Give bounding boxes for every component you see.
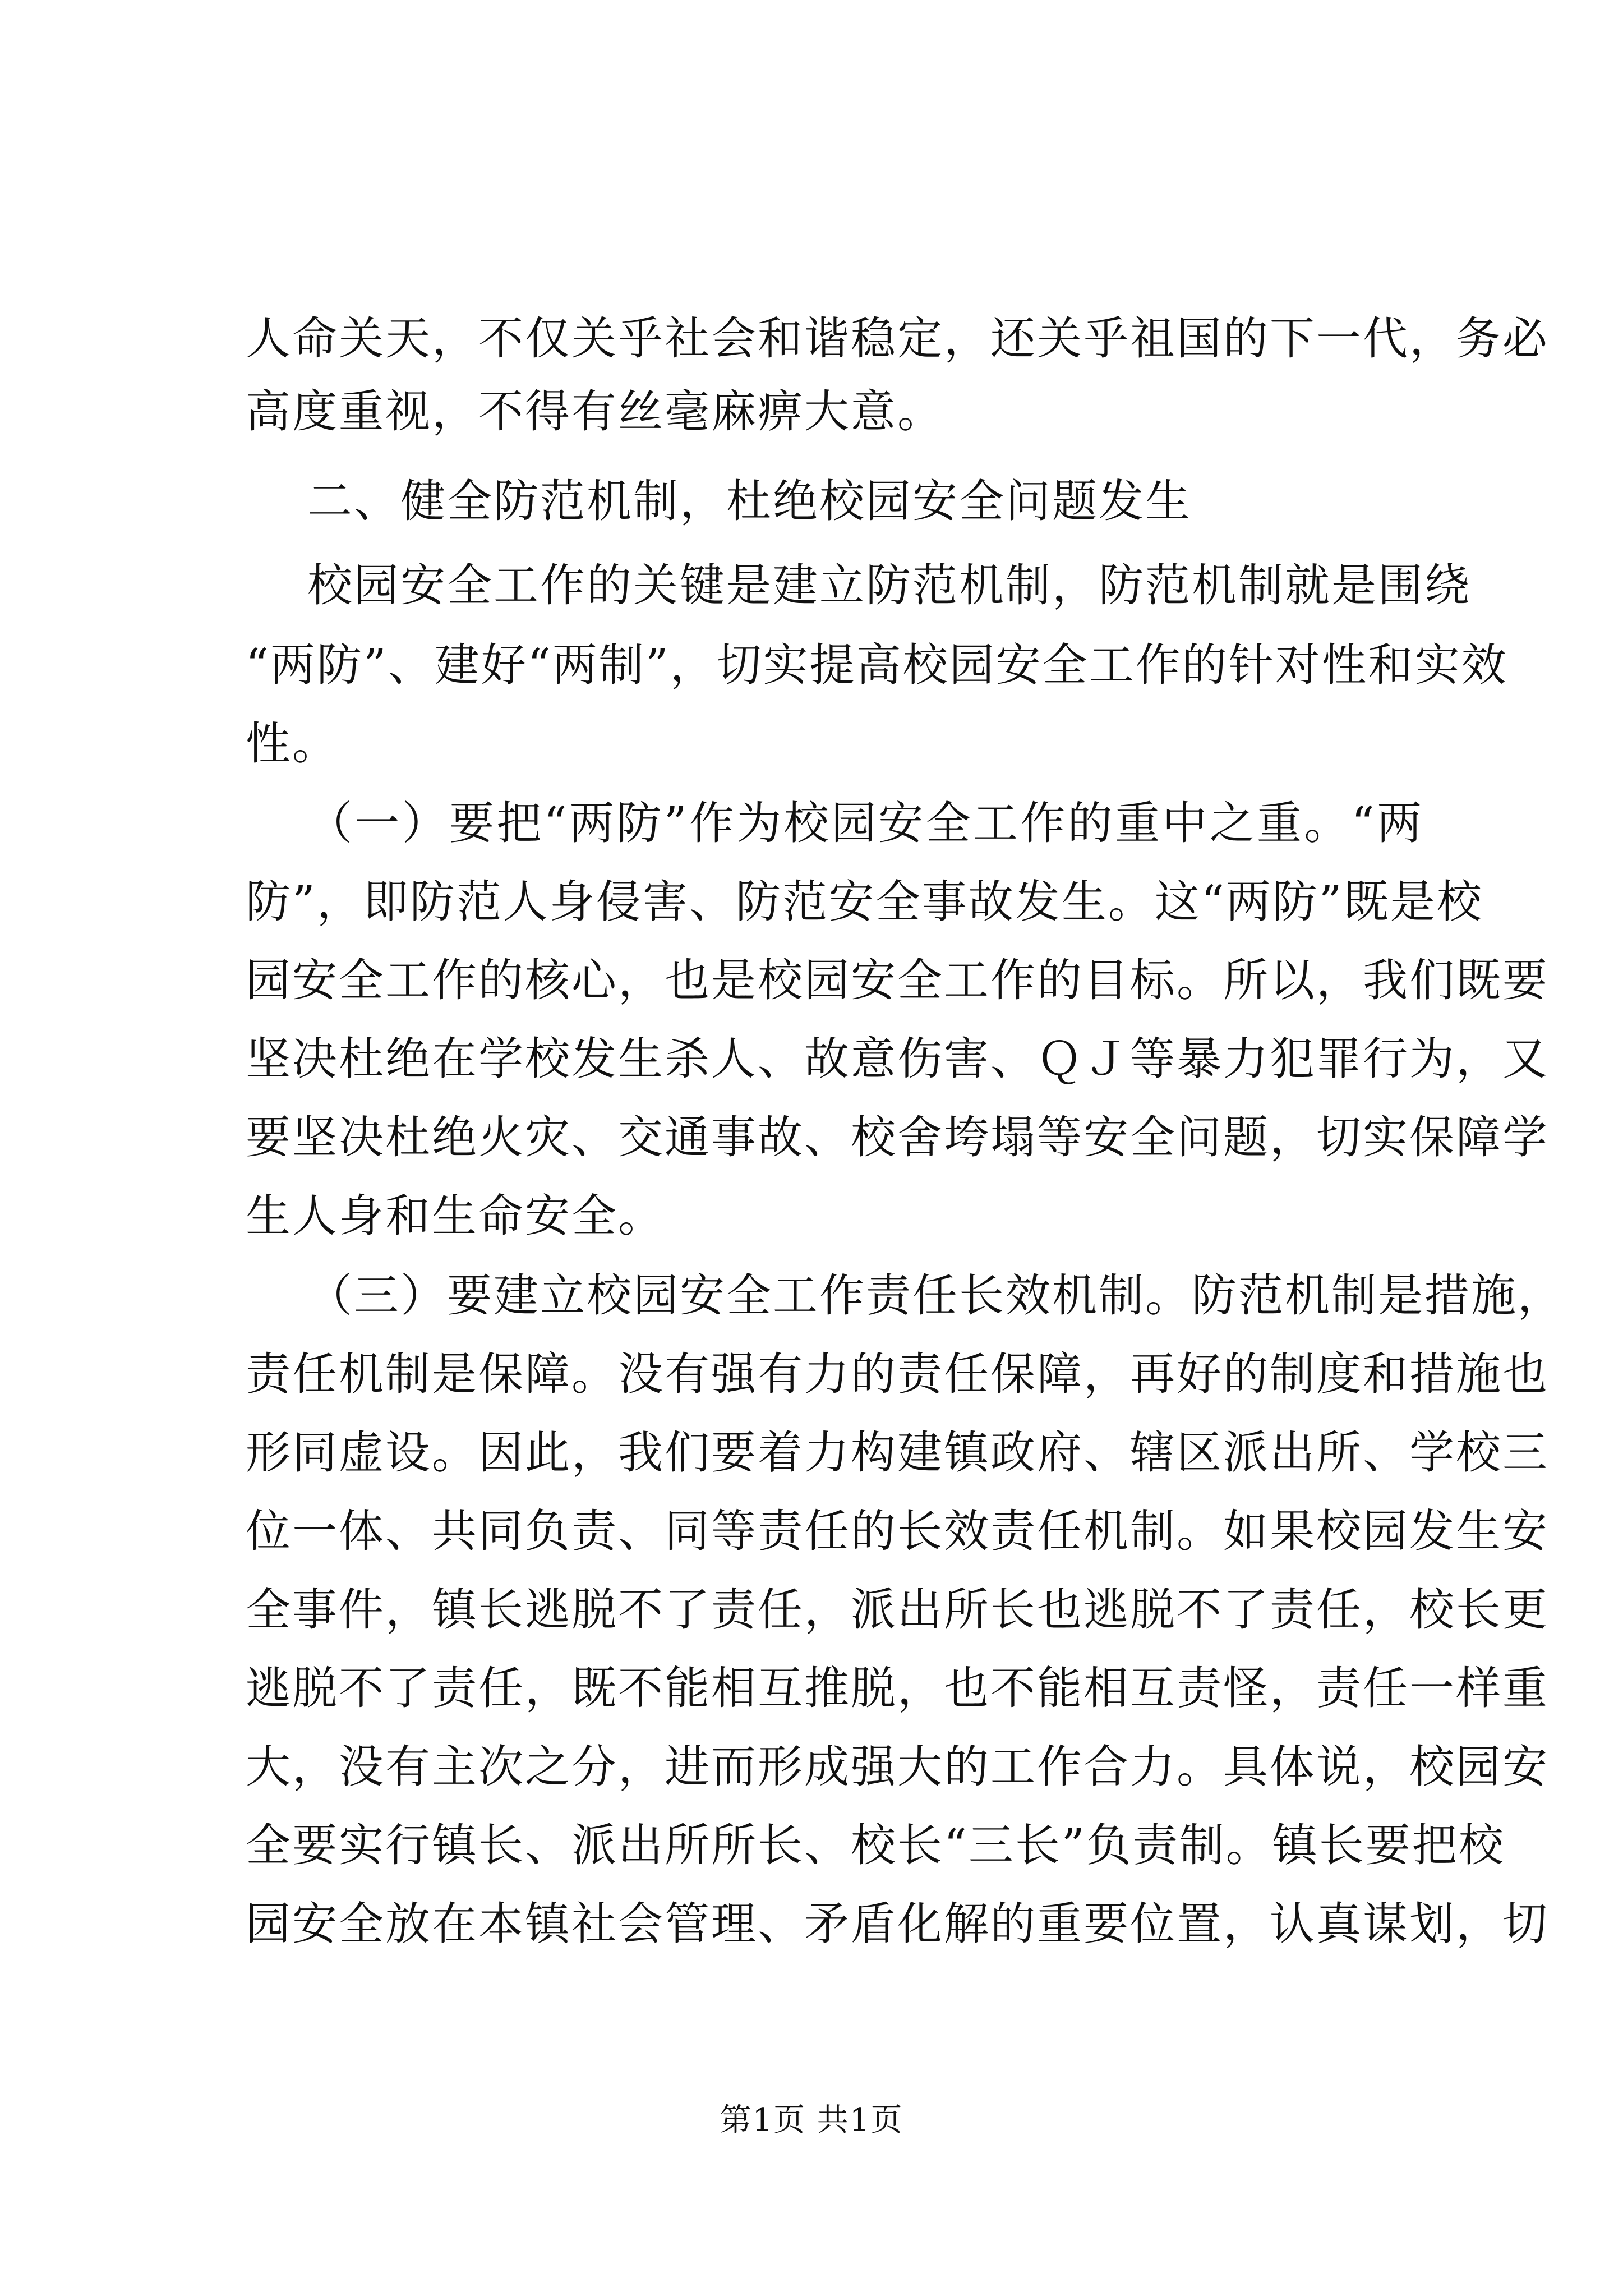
text-line-6: 性。 [246,717,339,770]
text-line-21: 园安全放在本镇社会管理、矛盾化解的重要位置，认真谋划，切 [246,1898,1549,1950]
text-line-16: 位一体、共同负责、同等责任的长效责任机制。如果校园发生安 [246,1505,1549,1557]
text-line-20: 全要实行镇长、派出所所长、校长“三长”负责制。镇长要把校 [246,1819,1505,1871]
text-line-8: 防”，即防范人身侵害、防范安全事故发生。这“两防”既是校 [246,876,1483,928]
text-line-10: 坚决杜绝在学校发生杀人、故意伤害、ＱＪ等暴力犯罪行为，又 [246,1033,1549,1085]
text-line-4: 校园安全工作的关键是建立防范机制，防范机制就是围绕 [307,559,1471,611]
section-heading: 二、健全防范机制，杜绝校园安全问题发生 [307,475,1192,527]
text-line-15: 形同虚设。因此，我们要着力构建镇政府、辖区派出所、学校三 [246,1427,1549,1479]
text-line-17: 全事件，镇长逃脱不了责任，派出所长也逃脱不了责任，校长更 [246,1584,1549,1636]
text-line-19: 大，没有主次之分，进而形成强大的工作合力。具体说，校园安 [246,1741,1549,1793]
text-line-13: （三）要建立校园安全工作责任长效机制。防范机制是措施， [307,1269,1564,1322]
text-line-2: 高度重视，不得有丝毫麻痹大意。 [246,385,944,438]
page-footer: 第1页 共1页 [720,2102,903,2138]
text-line-1: 人命关天，不仅关乎社会和谐稳定，还关乎祖国的下一代，务必 [246,312,1549,365]
text-line-14: 责任机制是保障。没有强有力的责任保障，再好的制度和措施也 [246,1348,1549,1400]
text-line-12: 生人身和生命安全。 [246,1190,665,1242]
text-line-9: 园安全工作的核心，也是校园安全工作的目标。所以，我们既要 [246,954,1549,1006]
text-line-7: （一）要把“两防”作为校园安全工作的重中之重。“两 [307,797,1423,849]
text-line-5: “两防”、建好“两制”，切实提高校园安全工作的针对性和实效 [246,639,1508,691]
text-line-11: 要坚决杜绝火灾、交通事故、校舍垮塌等安全问题，切实保障学 [246,1111,1549,1163]
text-line-18: 逃脱不了责任，既不能相互推脱，也不能相互责怪，责任一样重 [246,1662,1549,1714]
